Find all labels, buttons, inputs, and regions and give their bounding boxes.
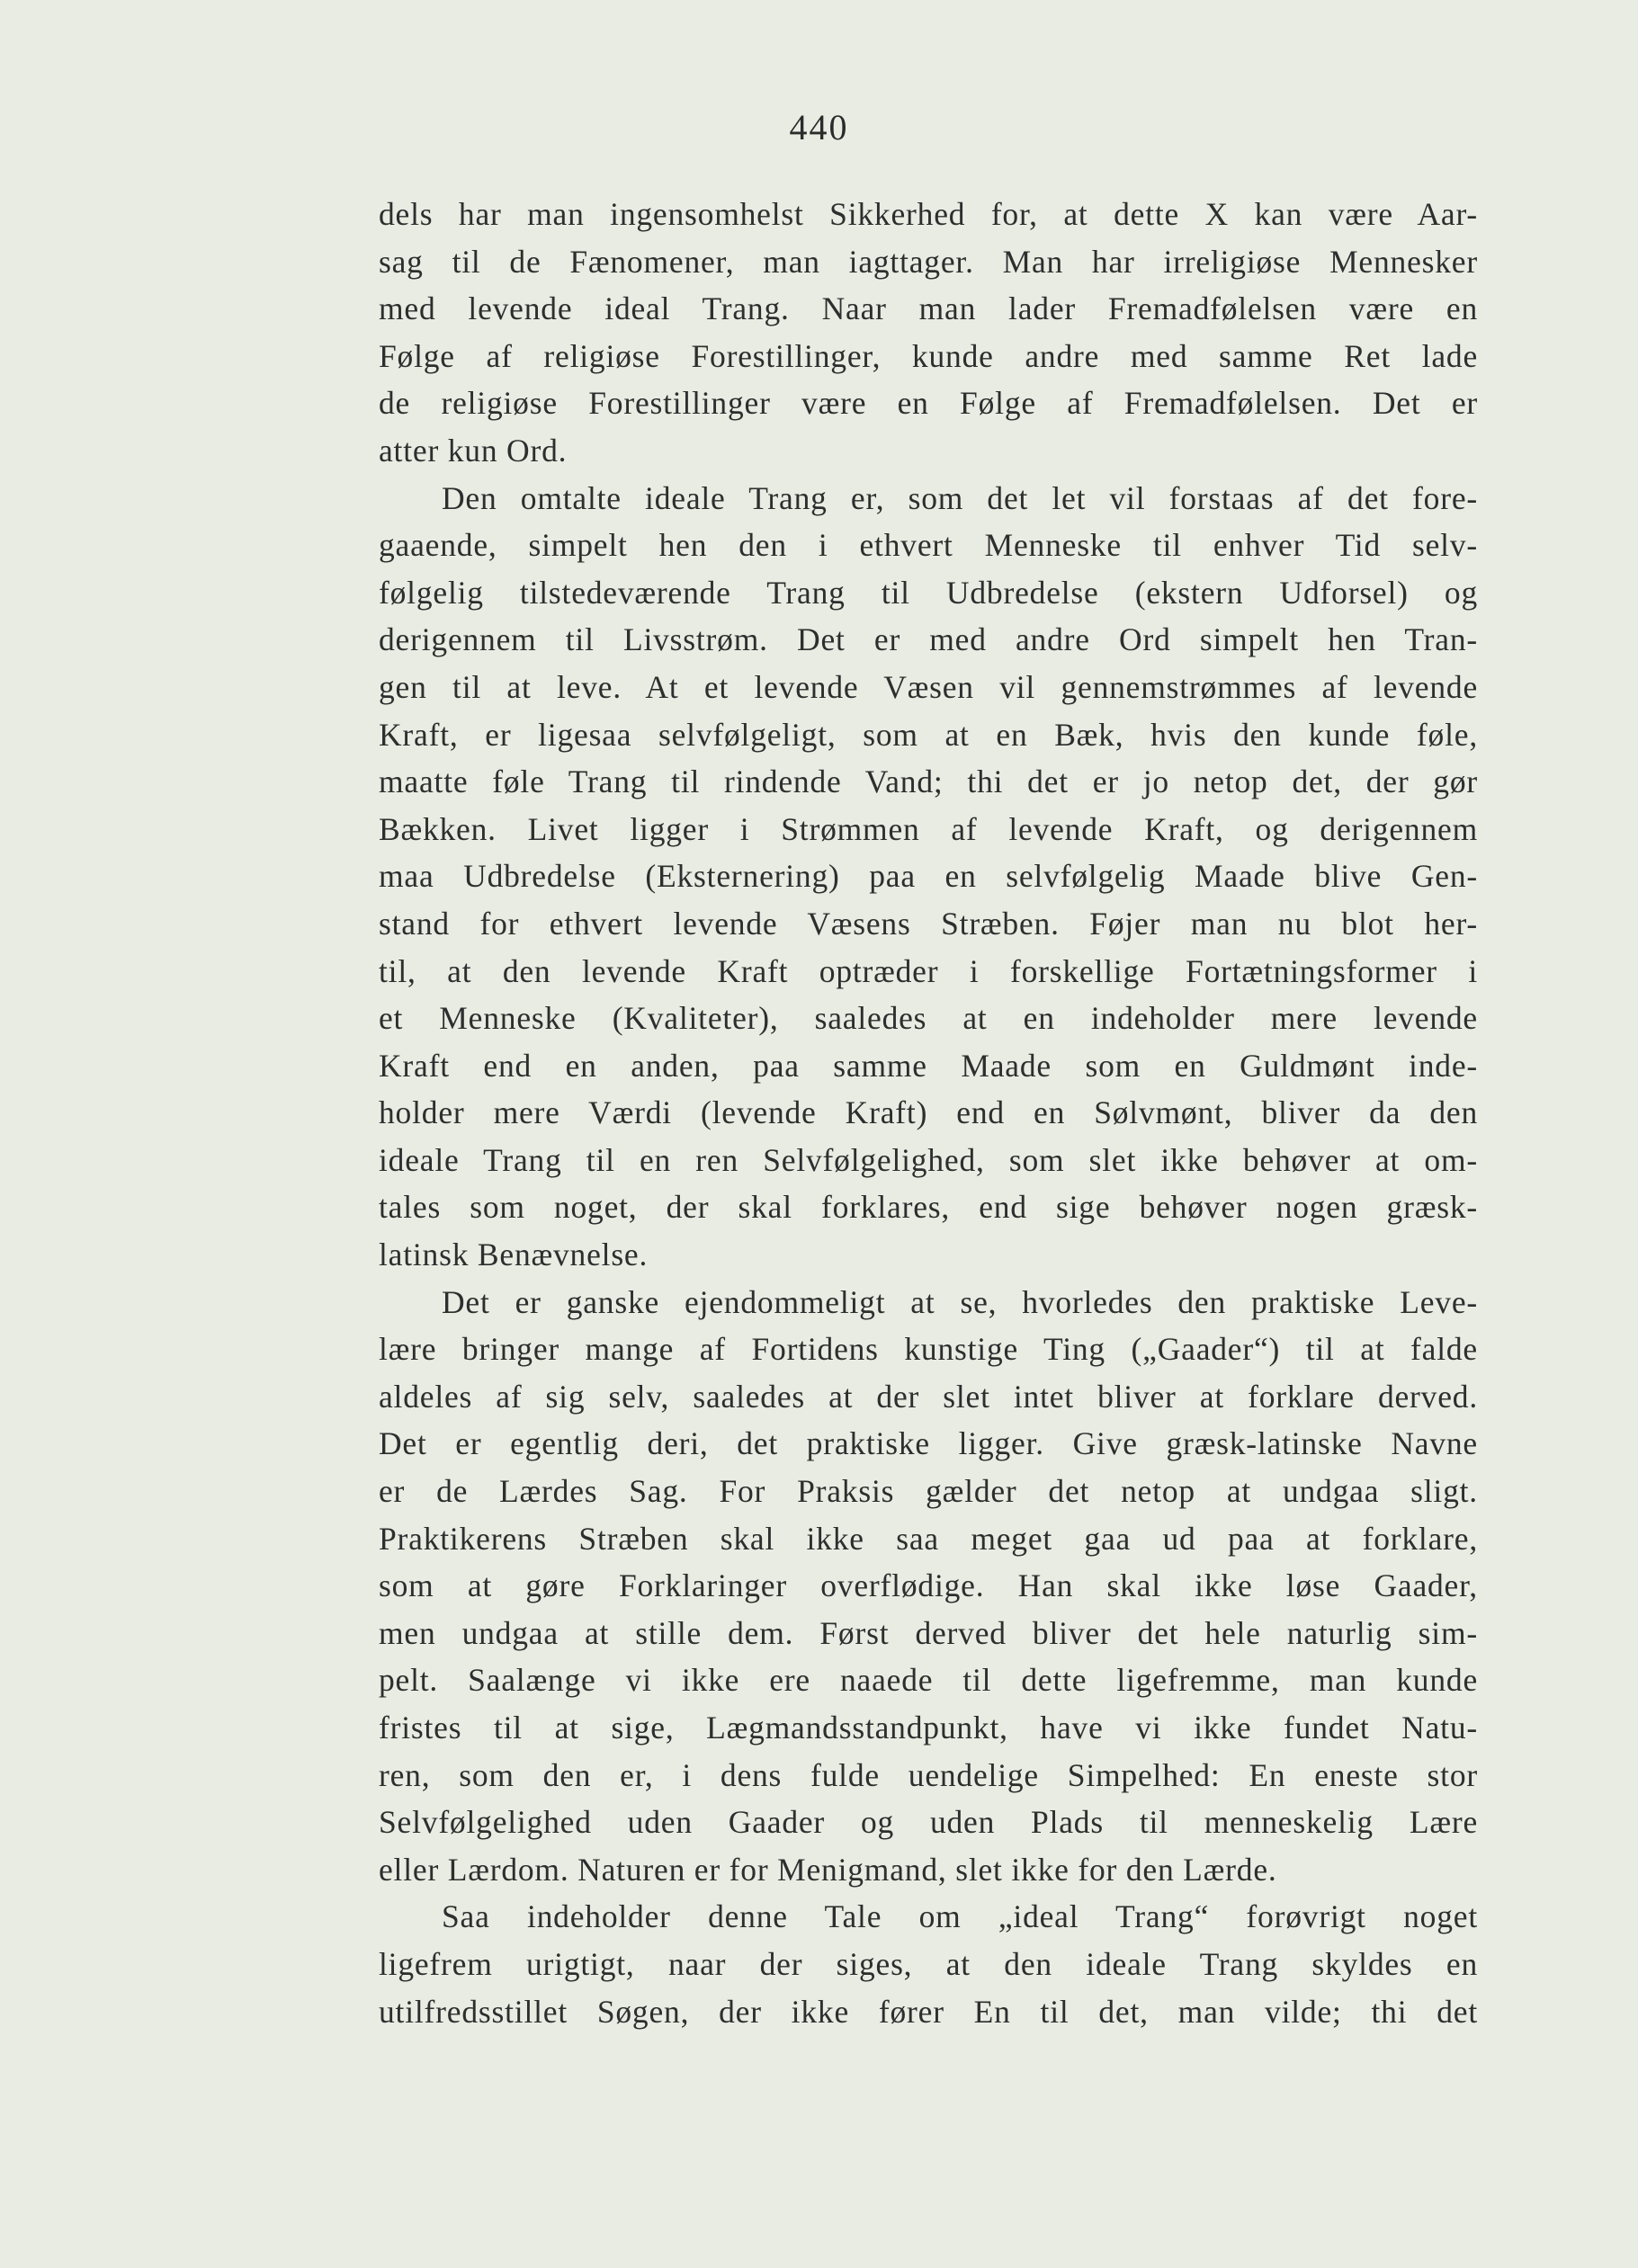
text-line: ligefrem urigtigt, naar der siges, at den ideale Trang skyldes en xyxy=(379,1945,1478,1982)
text-line: pelt. Saalænge vi ikke ere naaede til dette ligefremme, man kunde xyxy=(379,1662,1478,1699)
page-number: 440 xyxy=(789,107,849,147)
text-line: Saa indeholder denne Tale om „ideal Trang“ forøvrigt noget xyxy=(442,1898,1478,1935)
text-line: maatte føle Trang til rindende Vand; thi det er jo netop det, der gør xyxy=(379,763,1478,800)
text-line: derigennem til Livsstrøm. Det er med andre Ord simpelt hen Tran- xyxy=(379,621,1478,658)
text-line: latinsk Benævnelse. xyxy=(379,1237,649,1273)
text-line: aldeles af sig selv, saaledes at der slet intet bliver at forklare derved. xyxy=(379,1378,1478,1415)
text-line: tales som noget, der skal forklares, end sige behøver nogen græsk- xyxy=(379,1189,1478,1226)
text-line: de religiøse Forestillinger være en Følge af Fremadfølelsen. Det er xyxy=(379,385,1478,422)
text-line: Det er egentlig deri, det praktiske ligger. Give græsk-latinske Navne xyxy=(379,1425,1478,1462)
text-line: gen til at leve. At et levende Væsen vil gennemstrømmes af levende xyxy=(379,668,1478,705)
text-line: gaaende, simpelt hen den i ethvert Menneske til enhver Tid selv- xyxy=(379,527,1478,564)
text-line: Selvfølgelighed uden Gaader og uden Plads til menneskelig Lære xyxy=(379,1804,1478,1841)
text-line: Følge af religiøse Forestillinger, kunde andre med samme Ret lade xyxy=(379,337,1478,374)
text-line: er de Lærdes Sag. For Praksis gælder det netop at undgaa sligt. xyxy=(379,1473,1478,1510)
text-line: Kraft, er ligesaa selvfølgeligt, som at en Bæk, hvis den kunde føle, xyxy=(379,716,1478,753)
body-text xyxy=(379,191,1478,2035)
text-line: Bækken. Livet ligger i Strømmen af levende Kraft, og derigennem xyxy=(379,810,1478,847)
text-line: til, at den levende Kraft optræder i forskellige Fortætningsformer i xyxy=(379,952,1478,989)
text-line: ideale Trang til en ren Selvfølgelighed, som slet ikke behøver at om- xyxy=(379,1141,1478,1178)
text-line: et Menneske (Kvaliteter), saaledes at en indeholder mere levende xyxy=(379,1000,1478,1037)
text-line: stand for ethvert levende Væsens Stræben. Føjer man nu blot her- xyxy=(379,905,1478,942)
text-line: Det er ganske ejendommeligt at se, hvorledes den praktiske Leve- xyxy=(442,1283,1478,1320)
text-line: Den omtalte ideale Trang er, som det let vil forstaas af det fore- xyxy=(442,479,1478,516)
text-line: med levende ideal Trang. Naar man lader Fremadfølelsen være en xyxy=(379,290,1478,327)
text-line: fristes til at sige, Lægmandsstandpunkt, have vi ikke fundet Natu- xyxy=(379,1710,1478,1746)
text-line: sag til de Fænomener, man iagttager. Man har irreligiøse Mennesker xyxy=(379,243,1478,280)
text-line: som at gøre Forklaringer overflødige. Han skal ikke løse Gaader, xyxy=(379,1567,1478,1604)
text-line: eller Lærdom. Naturen er for Menigmand, slet ikke for den Lærde. xyxy=(379,1851,1277,1888)
text-line: dels har man ingensomhelst Sikkerhed for, at dette X kan være Aar- xyxy=(379,196,1478,232)
text-line: maa Udbredelse (Eksternering) paa en selvfølgelig Maade blive Gen- xyxy=(379,858,1478,895)
text-line: Kraft end en anden, paa samme Maade som en Guldmønt inde- xyxy=(379,1047,1478,1084)
text-line: Praktikerens Stræben skal ikke saa meget gaa ud paa at forklare, xyxy=(379,1520,1478,1557)
text-line: men undgaa at stille dem. Først derved bliver det hele naturlig sim- xyxy=(379,1614,1478,1651)
text-line: utilfredsstillet Søgen, der ikke fører En til det, man vilde; thi det xyxy=(379,1993,1478,2030)
text-line: følgelig tilstedeværende Trang til Udbredelse (ekstern Udforsel) og xyxy=(379,574,1478,611)
text-line: holder mere Værdi (levende Kraft) end en Sølvmønt, bliver da den xyxy=(379,1094,1478,1131)
text-line: atter kun Ord. xyxy=(379,432,568,469)
text-line: lære bringer mange af Fortidens kunstige Ting („Gaader“) til at falde xyxy=(379,1331,1478,1368)
text-line: ren, som den er, i dens fulde uendelige Simpelhed: En eneste stor xyxy=(379,1756,1478,1793)
